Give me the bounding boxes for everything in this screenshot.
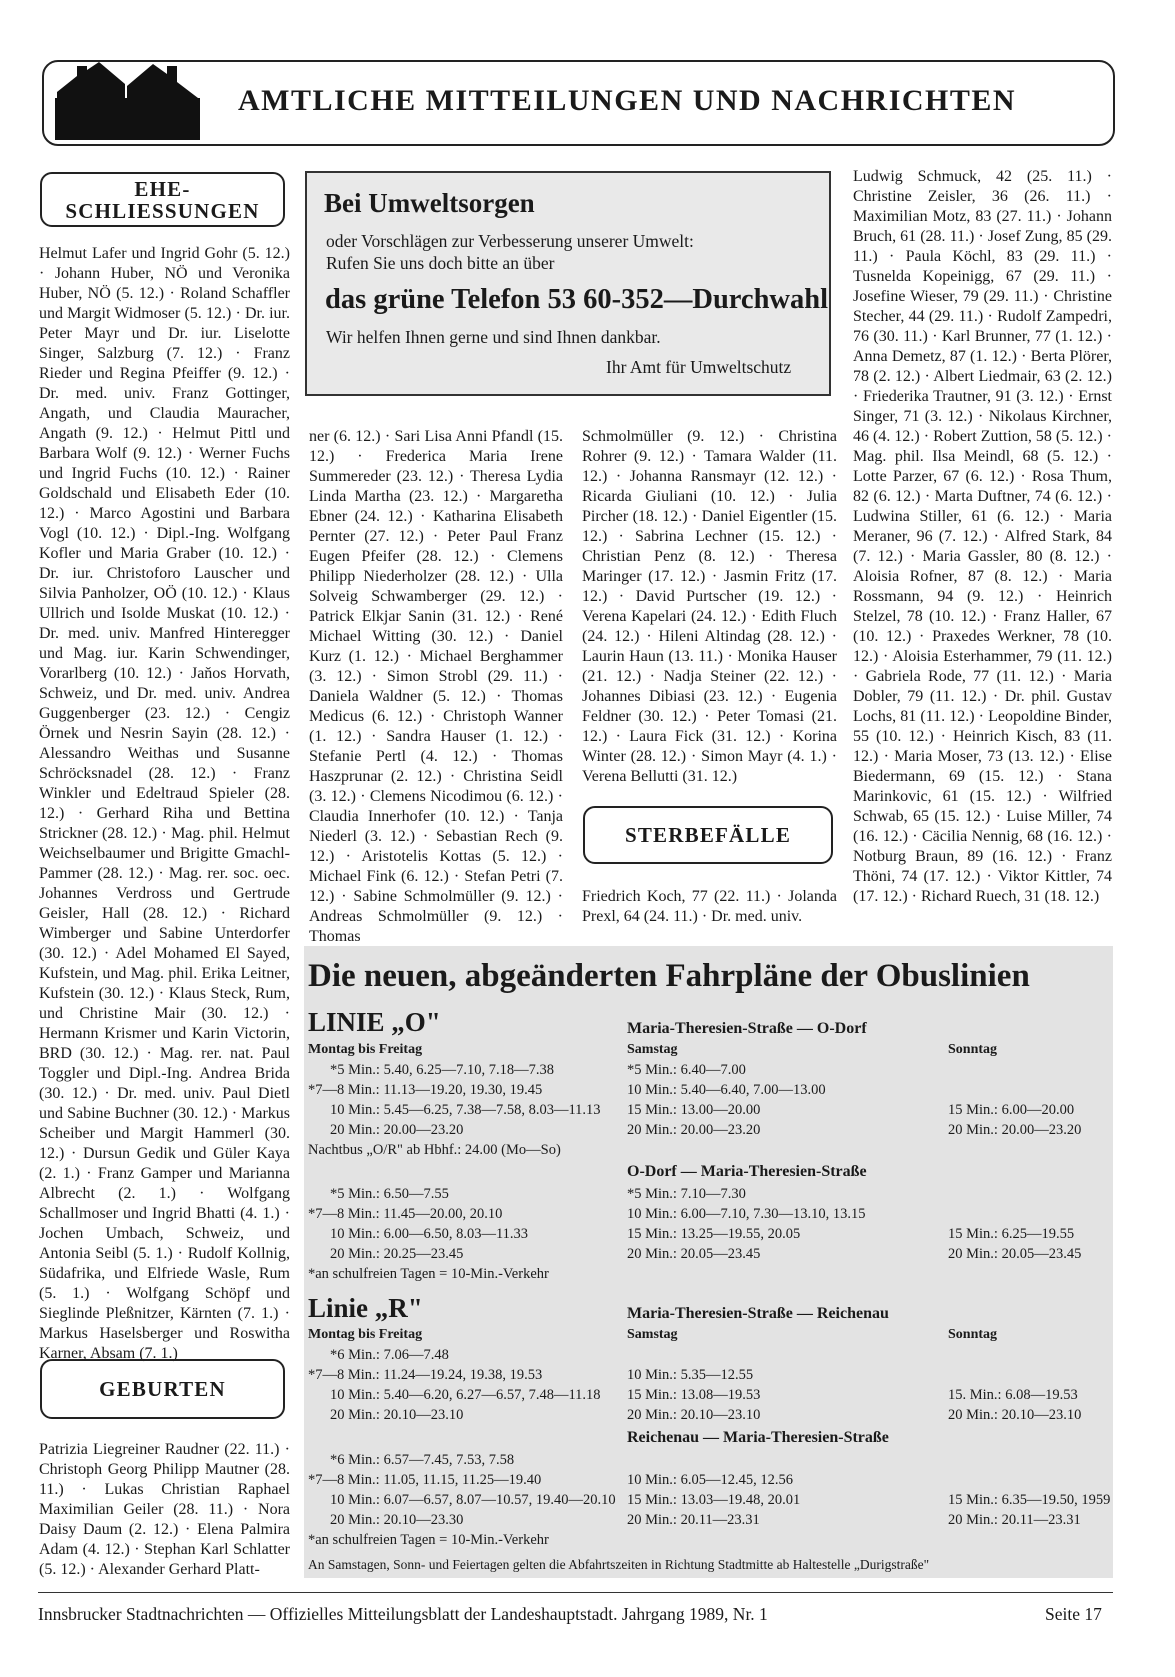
city-houses-logo (55, 62, 200, 140)
timetable-row: 20 Min.: 20.10—23.10 (627, 1407, 761, 1423)
timetable-row: *5 Min.: 7.10—7.30 (627, 1186, 746, 1202)
timetable-row: *6 Min.: 7.06—7.48 (330, 1347, 449, 1363)
environment-signature: Ihr Amt für Umweltschutz (606, 357, 792, 377)
timetable-row: 20 Min.: 20.05—23.45 (627, 1246, 761, 1262)
footer-page-number: Seite 17 (1045, 1604, 1102, 1624)
timetable-row: 10 Min.: 6.07—6.57, 8.07—10.57, 19.40—20.10 (330, 1492, 616, 1508)
timetable-row: Nachtbus „O/R" ab Hbhf.: 24.00 (Mo—So) (308, 1142, 561, 1158)
timetable-row: 10 Min.: 5.35—12.55 (627, 1367, 754, 1383)
section-heading-geburten (40, 1359, 285, 1419)
weekday-label-r: Montag bis Freitag (308, 1327, 423, 1342)
timetable-row: *7—8 Min.: 11.05, 11.15, 11.25—19.40 (308, 1472, 542, 1488)
timetable-row: *an schulfreien Tagen = 10-Min.-Verkehr (308, 1532, 549, 1548)
timetable-row: 15 Min.: 13.08—19.53 (627, 1387, 761, 1403)
environment-intro-line2: Rufen Sie uns doch bitte an über (326, 253, 555, 273)
timetable-row: 15 Min.: 6.00—20.00 (948, 1102, 1075, 1118)
section-heading-ehe-line2: SCHLIESSUNGEN (65, 198, 260, 223)
saturday-label-r1: Samstag (627, 1327, 678, 1342)
timetable-row: 20 Min.: 20.25—23.45 (330, 1246, 464, 1262)
line-o-heading: LINIE „O" (308, 1007, 441, 1037)
timetable-row: 20 Min.: 20.05—23.45 (948, 1246, 1082, 1262)
environment-intro-line1: oder Vorschlägen zur Verbesserung unserer Umwelt: (326, 231, 694, 251)
births-text-part3: Schmolmüller (9. 12.) · Christina Rohrer (9. 12.) · Tamara Walder (11. 12.) · Johanna Ransmayr (12. 12.) · Ricarda Giuliani (10. 12.) · Julia Pircher (18. 12.) · Daniel Eigentler (15. 12.) · Sabrina Lechner (15. 12.) · Christian Penz (8. 12.) · Theresa Maringer (17. 12.) · Jasmin Fritz (17. 12.) · David Purtscher (19. 12.) · Verena Kapelari (24. 12.) · Edith Fluch (24. 12.) · Hileni Altindag (28. 12.) · Laurin Haun (13. 11.) · Monika Hauser (21. 12.) · Nadja Steiner (22. 12.) · Johannes Dibiasi (23. 12.) · Eugenia Feldner (30. 12.) · Peter Tomasi (21. 12.) · Laura Fick (31. 12.) · Korina Winter (28. 12.) · Simon Mayr (4. 1.) · Verena Bellutti (31. 12.) (582, 428, 837, 785)
timetable-row: *an schulfreien Tagen = 10-Min.-Verkehr (308, 1266, 549, 1282)
timetable-row: *6 Min.: 6.57—7.45, 7.53, 7.58 (330, 1452, 515, 1468)
timetable-row: 20 Min.: 20.10—23.30 (330, 1512, 464, 1528)
timetable-row: 15 Min.: 13.25—19.55, 20.05 (627, 1226, 801, 1242)
page-header-title: AMTLICHE MITTEILUNGEN UND NACHRICHTEN (238, 84, 1017, 117)
timetable-row: *5 Min.: 6.50—7.55 (330, 1186, 449, 1202)
marriages-text: Helmut Lafer und Ingrid Gohr (5. 12.) · Johann Huber, NÖ und Veronika Huber, NÖ (5. 12.) · Roland Schaffler und Margit Widmoser (5. 12.) · Dr. iur. Peter Mayr und Dr. iur. Liselotte Singer, Salzburg (7. 12.) · Franz Rieder und Regina Pfeiffer (9. 12.) · Dr. med. univ. Franz Gottinger, Angath, und Claudia Mauracher, Angath (9. 12.) · Helmut Pittl und Barbara Wolf (9. 12.) · Werner Fuchs und Ingrid Fuchs (10. 12.) · Rainer Goldschald und Elisabeth Eder (10. 12.) · Marco Agostini und Barbara Vogl (10. 12.) · Dipl.-Ing. Wolfgang Kofler und Maria Graber (10. 12.) · Dr. iur. Christoforo Lauscher und Silvia Panholzer, OÖ (10. 12.) · Klaus Ullrich und Isolde Muskat (10. 12.) · Dr. med. univ. Manfred Hinteregger und Mag. iur. Karin Schwendinger, Vorarlberg (10. 12.) · Jaňos Horvath, Schweiz, und Dr. med. univ. Andrea Guggenberger (23. 12.) · Cengiz Örnek und Nesrin Sayin (28. 12.) · Alessandro Weithas und Susanne Schröcksnadel (28. 12.) · Franz Winkler und Edeltraud Spieler (28. 12.) · Gerhard Riha und Bettina Strickner (28. 12.) · Mag. phil. Helmut Weichselbaumer und Brigitte Gmachl-Pammer (28. 12.) · Mag. rer. soc. oec. Johannes Verdross und Gertrude Geisler, Hall (28. 12.) · Richard Wimberger und Sabine Unterdorfer (30. 12.) · Adel Mohamed El Sayed, Kufstein, und Mag. phil. Erika Leitner, Kufstein (30. 12.) · Klaus Steck, Rum, und Christine Mair (30. 12.) · Hermann Krismer und Karin Victorin, BRD (30. 12.) · Mag. rer. nat. Paul Toggler und Dipl.-Ing. Andrea Brida (30. 12.) · Dr. med. univ. Paul Dietl und Sabine Buchner (30. 12.) · Markus Scheiber und Margit Hammerl (30. 12.) · Dursun Gedik und Güler Kaya (2. 1.) · Franz Gamper und Marianna Albrecht (2. 1.) · Wolfgang Schallmoser und Ingrid Bhatti (4. 1.) · Jochen Umbach, Schweiz, und Antonia Seibl (5. 1.) · Rudolf Kollnig, Südafrika, und Elfriede Wasle, Rum (5. 1.) · Wolfgang Schöpf und Sieglinde Pleßnitzer, Kärnten (7. 1.) · Markus Haselsberger und Roswitha Karner, Absam (7. 1.) (39, 245, 290, 1362)
route-r2-label: Reichenau — Maria-Theresien-Straße (627, 1429, 889, 1446)
timetable-row: 10 Min.: 5.45—6.25, 7.38—7.58, 8.03—11.13 (330, 1102, 601, 1118)
sunday-label-r1: Sonntag (948, 1327, 998, 1342)
section-heading-geburten-label: GEBURTEN (99, 1377, 226, 1401)
timetable-title: Die neuen, abgeänderten Fahrpläne der Obuslinien (308, 958, 1030, 994)
route-o2-label: O-Dorf — Maria-Theresien-Straße (627, 1163, 867, 1180)
timetable-row: 20 Min.: 20.00—23.20 (330, 1122, 464, 1138)
weekday-label-o: Montag bis Freitag (308, 1042, 423, 1057)
timetable-row: 10 Min.: 6.00—6.50, 8.03—11.33 (330, 1226, 529, 1242)
route-r1-label: Maria-Theresien-Straße — Reichenau (627, 1305, 889, 1322)
timetable-row: 15 Min.: 6.25—19.55 (948, 1226, 1075, 1242)
timetable-row: *7—8 Min.: 11.13—19.20, 19.30, 19.45 (308, 1082, 543, 1098)
timetable-row: 15 Min.: 13.03—19.48, 20.01 (627, 1492, 801, 1508)
births-text-part1: Patrizia Liegreiner Raudner (22. 11.) · Christoph Georg Philipp Mautner (28. 11.) · Lukas Christian Raphael Maximilian Geiler (28. 11.) · Nora Daisy Daum (2. 12.) · Elena Palmira Adam (4. 12.) · Stephan Karl Schlatter (5. 12.) · Alexander Gerhard Platt- (39, 1441, 290, 1578)
timetable-row: *7—8 Min.: 11.45—20.00, 20.10 (308, 1206, 503, 1222)
timetable-row: *5 Min.: 5.40, 6.25—7.10, 7.18—7.38 (330, 1062, 554, 1078)
section-heading-ehe-line1: EHE- (134, 176, 191, 201)
footer-publication: Innsbrucker Stadtnachrichten — Offizielles Mitteilungsblatt der Landeshauptstadt. Jahrgang 1989, Nr. 1 (38, 1604, 768, 1624)
deaths-text-part1: Friedrich Koch, 77 (22. 11.) · Jolanda Prexl, 64 (24. 11.) · Dr. med. univ. (582, 888, 837, 925)
timetable-row: 10 Min.: 5.40—6.40, 7.00—13.00 (627, 1082, 826, 1098)
sunday-label-o1: Sonntag (948, 1042, 998, 1057)
timetable-row: 20 Min.: 20.11—23.31 (948, 1512, 1081, 1528)
timetable-row: 10 Min.: 6.05—12.45, 12.56 (627, 1472, 793, 1488)
saturday-label-o1: Samstag (627, 1042, 678, 1057)
footer-rule (38, 1592, 1113, 1593)
timetable-row: *5 Min.: 6.40—7.00 (627, 1062, 746, 1078)
timetable-row: 15 Min.: 13.00—20.00 (627, 1102, 761, 1118)
environment-help-line: Wir helfen Ihnen gerne und sind Ihnen dankbar. (326, 327, 661, 347)
environment-heading: Bei Umweltsorgen (324, 188, 535, 218)
section-heading-sterbefaelle (583, 806, 833, 864)
births-text-part2: ner (6. 12.) · Sari Lisa Anni Pfandl (15. 12.) · Frederica Maria Irene Summereder (23. 12.) · Theresa Lydia Linda Martha (23. 12.) · Margaretha Ebner (24. 12.) · Katharina Elisabeth Pernter (27. 12.) · Peter Paul Franz Eugen Pfeifer (28. 12.) · Clemens Philipp Niederholzer (28. 12.) · Ulla Solveig Schwamberger (29. 12.) · Patrick Elkjar Sanin (31. 12.) · René Michael Witting (30. 12.) · Daniel Kurz (1. 12.) · Michael Berghammer (3. 12.) · Simon Strobl (29. 11.) · Daniela Waldner (5. 12.) · Thomas Medicus (6. 12.) · Christoph Wanner (1. 12.) · Sandra Hauser (1. 12.) · Stefanie Pertl (4. 12.) · Thomas Haszprunar (2. 12.) · Christina Seidl (3. 12.) · Clemens Nicodimou (6. 12.) · Claudia Innerhofer (10. 12.) · Tanja Niederl (3. 12.) · Sebastian Rech (9. 12.) · Aristotelis Kottas (5. 12.) · Michael Fink (6. 12.) · Stefan Petri (7. 12.) · Sabine Schmolmüller (9. 12.) · Andreas Schmolmüller (9. 12.) · Thomas (309, 428, 563, 945)
timetable-row: *7—8 Min.: 11.24—19.24, 19.38, 19.53 (308, 1367, 543, 1383)
timetable-row: 10 Min.: 6.00—7.10, 7.30—13.10, 13.15 (627, 1206, 866, 1222)
green-phone-number: das grüne Telefon 53 60-352—Durchwahl (325, 284, 829, 315)
line-r-heading: Linie „R" (308, 1293, 423, 1323)
timetable-row: 20 Min.: 20.11—23.31 (627, 1512, 760, 1528)
timetable-row: 20 Min.: 20.00—23.20 (948, 1122, 1082, 1138)
section-heading-ehe (40, 172, 285, 227)
timetable-row: 20 Min.: 20.10—23.10 (948, 1407, 1082, 1423)
section-heading-sterbefaelle-label: STERBEFÄLLE (624, 823, 792, 847)
timetable-row: 10 Min.: 5.40—6.20, 6.27—6.57, 7.48—11.18 (330, 1387, 601, 1403)
timetable-row: 15 Min.: 6.35—19.50, 1959 (948, 1492, 1111, 1508)
timetable-row: 20 Min.: 20.00—23.20 (627, 1122, 761, 1138)
timetable-footnote: An Samstagen, Sonn- und Feiertagen gelten die Abfahrtszeiten in Richtung Stadtmitte ab Haltestelle „Durigstraße" (308, 1557, 930, 1572)
timetable-row: 15. Min.: 6.08—19.53 (948, 1387, 1078, 1403)
route-o1-label: Maria-Theresien-Straße — O-Dorf (627, 1020, 867, 1037)
deaths-text-part2: Ludwig Schmuck, 42 (25. 11.) · Christine Zeisler, 36 (26. 11.) · Maximilian Motz, 83 (27. 11.) · Johann Bruch, 61 (28. 11.) · Josef Zung, 85 (29. 11.) · Paula Köchl, 83 (29. 11.) · Tusnelda Kopeinigg, 67 (29. 11.) · Josefine Wieser, 79 (29. 11.) · Christine Stecher, 44 (29. 11.) · Rudolf Zampedri, 76 (30. 11.) · Karl Brunner, 77 (1. 12.) · Anna Demetz, 87 (1. 12.) · Berta Plörer, 78 (2. 12.) · Albert Liedmair, 63 (2. 12.) · Friederika Trautner, 91 (3. 12.) · Ernst Singer, 71 (3. 12.) · Nikolaus Kirchner, 46 (4. 12.) · Robert Zuttion, 58 (5. 12.) · Mag. phil. Ilsa Meindl, 68 (5. 12.) · Lotte Parzer, 67 (6. 12.) · Rosa Thum, 82 (6. 12.) · Marta Duftner, 74 (6. 12.) · Ludwina Stiller, 61 (6. 12.) · Maria Meraner, 96 (7. 12.) · Alfred Stark, 84 (7. 12.) · Maria Gassler, 80 (8. 12.) · Aloisia Rofner, 87 (8. 12.) · Maria Rossmann, 94 (9. 12.) · Heinrich Stelzel, 78 (10. 12.) · Franz Haller, 67 (10. 12.) · Praxedes Werkner, 78 (10. 12.) · Aloisia Esterhammer, 79 (11. 12.) · Gabriela Rode, 77 (11. 12.) · Maria Dobler, 79 (11. 12.) · Dr. phil. Gustav Lochs, 81 (11. 12.) · Leopoldine Binder, 55 (10. 12.) · Heinrich Kisch, 83 (11. 12.) · Maria Moser, 73 (13. 12.) · Elise Biedermann, 69 (15. 12.) · Stana Marinkovic, 61 (15. 12.) · Wilfried Schwab, 65 (15. 12.) · Luise Miller, 74 (16. 12.) · Cäcilia Nennig, 68 (16. 12.) · Notburg Braun, 89 (16. 12.) · Franz Thöni, 74 (17. 12.) · Viktor Kittler, 74 (17. 12.) · Richard Ruech, 31 (18. 12.) (853, 168, 1112, 905)
timetable-row: 20 Min.: 20.10—23.10 (330, 1407, 464, 1423)
